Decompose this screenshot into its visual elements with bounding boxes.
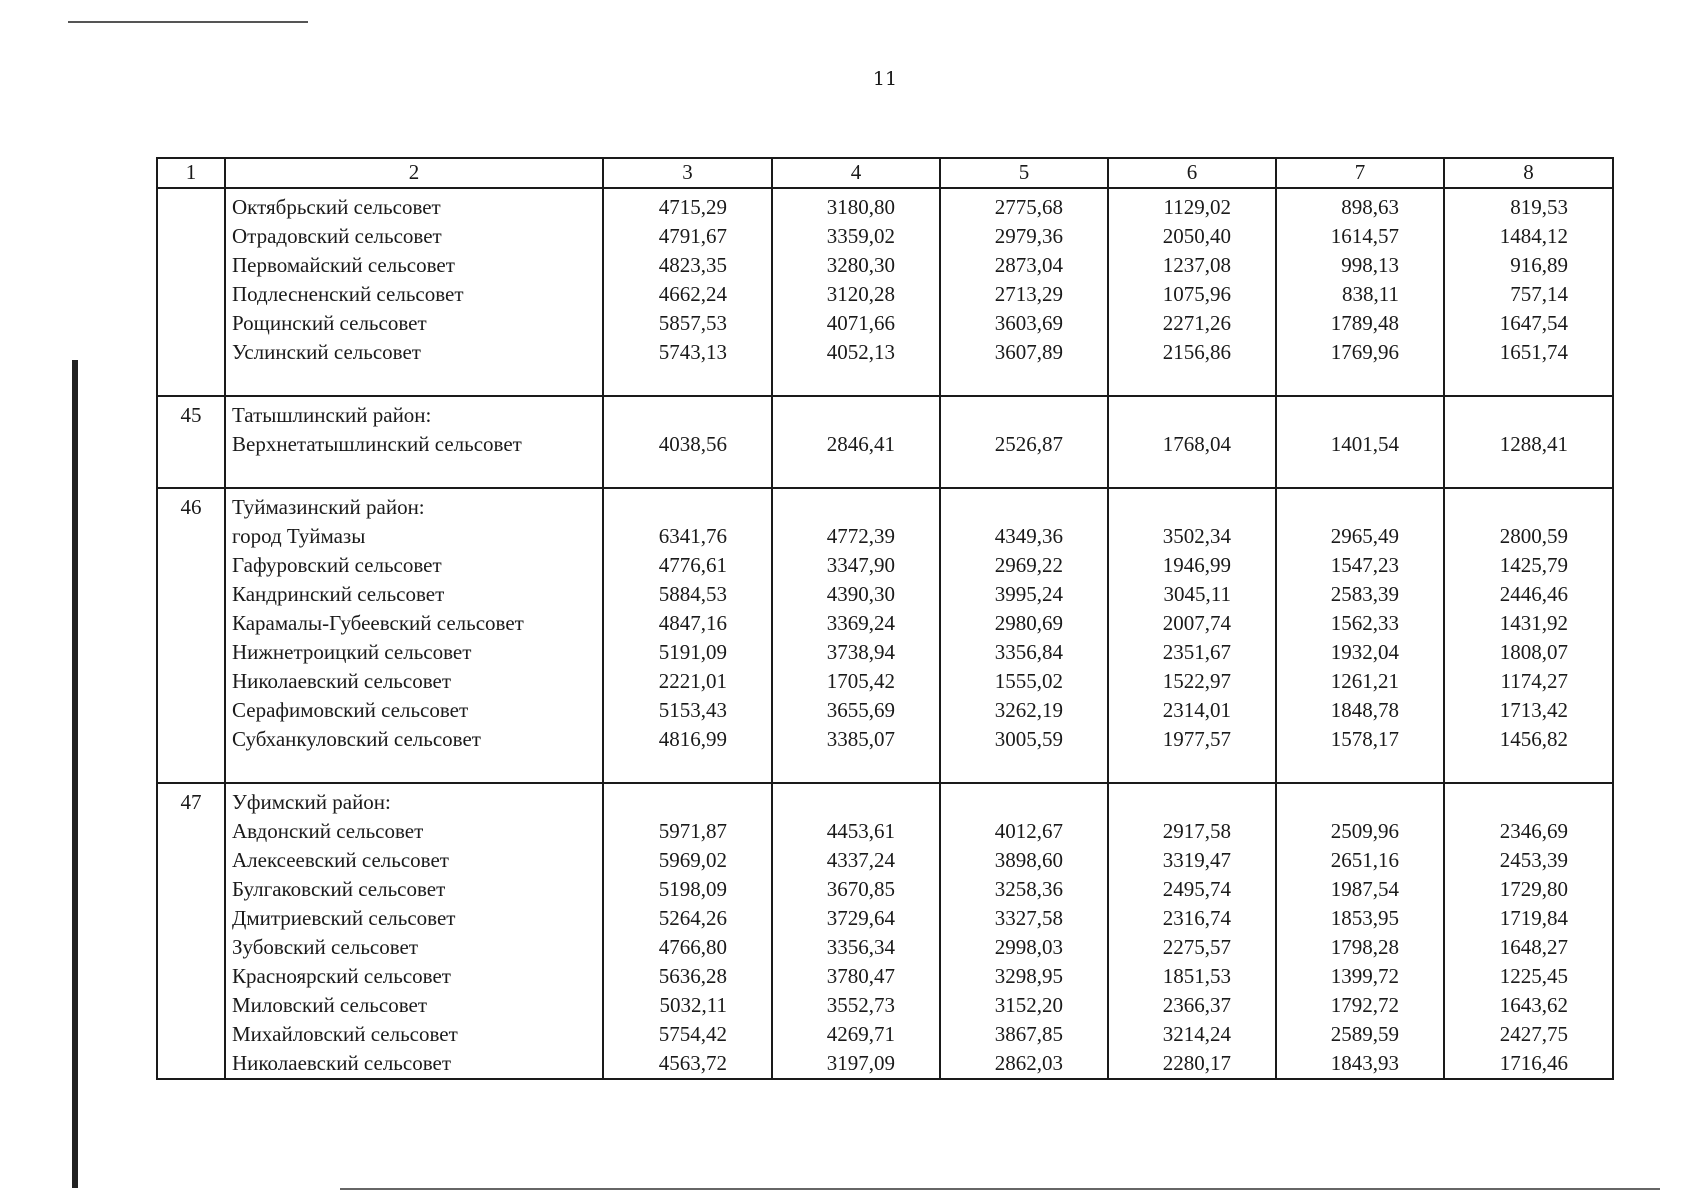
- cell-value: 3214,24: [1162, 1022, 1231, 1046]
- table-section: [157, 396, 1613, 488]
- cell-value: 1425,79: [1499, 553, 1568, 577]
- cell-value: [773, 401, 895, 430]
- values-cell: [1444, 783, 1613, 1079]
- cell-value: 5857,53: [658, 311, 727, 335]
- cell-value: 5969,02: [658, 848, 727, 872]
- cell-value: [941, 493, 1063, 522]
- cell-value: 1932,04: [1330, 640, 1399, 664]
- cell-value: 3262,19: [994, 698, 1063, 722]
- cell-value: 5971,87: [658, 819, 727, 843]
- row-name: Татышлинский район:: [232, 403, 432, 427]
- cell-value: 3347,90: [826, 553, 895, 577]
- cell-value: 5743,13: [658, 340, 727, 364]
- values-cell: [1108, 488, 1276, 783]
- cell-value: 4349,36: [994, 524, 1063, 548]
- cell-value: 1129,02: [1163, 195, 1231, 219]
- cell-value: 2980,69: [994, 611, 1063, 635]
- row-name: город Туймазы: [232, 524, 366, 548]
- scan-artifact-bar: [72, 360, 78, 1188]
- names-cell: [225, 188, 603, 396]
- cell-value: 2351,67: [1162, 640, 1231, 664]
- cell-value: 3552,73: [826, 993, 895, 1017]
- section-number: 45: [157, 396, 225, 488]
- cell-value: 4269,71: [826, 1022, 895, 1046]
- cell-value: [941, 401, 1063, 430]
- cell-value: 5264,26: [658, 906, 727, 930]
- values-cell: [1444, 488, 1613, 783]
- cell-value: 1547,23: [1330, 553, 1399, 577]
- cell-value: 3603,69: [994, 311, 1063, 335]
- cell-value: [604, 788, 727, 817]
- cell-value: 2316,74: [1162, 906, 1231, 930]
- cell-value: [1277, 493, 1399, 522]
- scan-artifact-line: [68, 21, 308, 23]
- cell-value: 3738,94: [826, 640, 895, 664]
- cell-value: 1789,48: [1330, 311, 1399, 335]
- cell-value: 1946,99: [1162, 553, 1231, 577]
- cell-value: [1277, 788, 1399, 817]
- cell-value: 1174,27: [1500, 669, 1568, 693]
- cell-value: 1843,93: [1330, 1051, 1399, 1075]
- cell-value: 3369,24: [826, 611, 895, 635]
- cell-value: 1562,33: [1330, 611, 1399, 635]
- cell-value: 1225,45: [1499, 964, 1568, 988]
- column-header: 6: [1108, 158, 1276, 188]
- cell-value: 5754,42: [658, 1022, 727, 1046]
- cell-value: 3356,84: [994, 640, 1063, 664]
- cell-value: 2800,59: [1499, 524, 1568, 548]
- row-name: Октябрьский сельсовет: [232, 195, 441, 219]
- row-name: Уфимский район:: [232, 790, 391, 814]
- cell-value: 1288,41: [1499, 432, 1568, 456]
- cell-value: 916,89: [1510, 253, 1568, 277]
- page-number: 11: [872, 68, 898, 90]
- cell-value: 3356,34: [826, 935, 895, 959]
- cell-value: 1237,08: [1162, 253, 1231, 277]
- cell-value: [941, 788, 1063, 817]
- table-section: [157, 783, 1613, 1079]
- row-name: Николаевский сельсовет: [232, 669, 451, 693]
- row-name: Авдонский сельсовет: [232, 819, 424, 843]
- values-cell: [940, 488, 1108, 783]
- values-cell: [603, 188, 772, 396]
- cell-value: 998,13: [1341, 253, 1399, 277]
- cell-value: 3655,69: [826, 698, 895, 722]
- table-section: [157, 488, 1613, 783]
- cell-value: 1798,28: [1330, 935, 1399, 959]
- row-name: Булгаковский сельсовет: [232, 877, 446, 901]
- cell-value: 2846,41: [826, 432, 895, 456]
- cell-value: [1109, 401, 1231, 430]
- cell-value: 3327,58: [994, 906, 1063, 930]
- cell-value: 3780,47: [826, 964, 895, 988]
- cell-value: 2583,39: [1330, 582, 1399, 606]
- cell-value: 1853,95: [1330, 906, 1399, 930]
- row-name: Нижнетроицкий сельсовет: [232, 640, 472, 664]
- cell-value: 1716,46: [1499, 1051, 1568, 1075]
- cell-value: 2998,03: [994, 935, 1063, 959]
- values-cell: [940, 783, 1108, 1079]
- cell-value: 2526,87: [994, 432, 1063, 456]
- cell-value: 3359,02: [826, 224, 895, 248]
- cell-value: 1647,54: [1499, 311, 1568, 335]
- cell-value: 1614,57: [1330, 224, 1399, 248]
- cell-value: 3319,47: [1162, 848, 1231, 872]
- values-cell: [603, 488, 772, 783]
- row-name: Дмитриевский сельсовет: [232, 906, 456, 930]
- cell-value: 3120,28: [826, 282, 895, 306]
- cell-value: 3385,07: [826, 727, 895, 751]
- cell-value: 4453,61: [826, 819, 895, 843]
- cell-value: 4823,35: [658, 253, 727, 277]
- row-name: Карамалы-Губеевский сельсовет: [232, 611, 524, 635]
- cell-value: 4012,67: [994, 819, 1063, 843]
- data-table: [156, 157, 1614, 1080]
- values-cell: [940, 396, 1108, 488]
- cell-value: 1769,96: [1330, 340, 1399, 364]
- cell-value: 1851,53: [1162, 964, 1231, 988]
- cell-value: 3280,30: [826, 253, 895, 277]
- cell-value: 4662,24: [658, 282, 727, 306]
- names-cell: [225, 396, 603, 488]
- cell-value: 1484,12: [1499, 224, 1568, 248]
- cell-value: 838,11: [1342, 282, 1399, 306]
- cell-value: [1109, 788, 1231, 817]
- cell-value: 4772,39: [826, 524, 895, 548]
- values-cell: [1444, 396, 1613, 488]
- cell-value: 4791,67: [658, 224, 727, 248]
- values-cell: [772, 396, 940, 488]
- row-name: Первомайский сельсовет: [232, 253, 455, 277]
- cell-value: 2271,26: [1162, 311, 1231, 335]
- cell-value: 3729,64: [826, 906, 895, 930]
- cell-value: [1445, 493, 1568, 522]
- cell-value: 4715,29: [658, 195, 727, 219]
- cell-value: [604, 493, 727, 522]
- cell-value: 3180,80: [826, 195, 895, 219]
- values-cell: [1276, 783, 1444, 1079]
- cell-value: 5153,43: [658, 698, 727, 722]
- row-name: Рощинский сельсовет: [232, 311, 427, 335]
- cell-value: 1643,62: [1499, 993, 1568, 1017]
- values-cell: [1276, 488, 1444, 783]
- cell-value: 2346,69: [1499, 819, 1568, 843]
- cell-value: 1729,80: [1499, 877, 1568, 901]
- cell-value: 5636,28: [658, 964, 727, 988]
- column-header: 7: [1276, 158, 1444, 188]
- values-cell: [603, 396, 772, 488]
- names-cell: [225, 783, 603, 1079]
- cell-value: 3298,95: [994, 964, 1063, 988]
- cell-value: [1277, 401, 1399, 430]
- cell-value: 2007,74: [1162, 611, 1231, 635]
- cell-value: 2156,86: [1162, 340, 1231, 364]
- names-cell: [225, 488, 603, 783]
- table-body: [157, 158, 1613, 1079]
- row-name: Миловский сельсовет: [232, 993, 427, 1017]
- cell-value: 1987,54: [1330, 877, 1399, 901]
- cell-value: 1399,72: [1330, 964, 1399, 988]
- cell-value: 1808,07: [1499, 640, 1568, 664]
- cell-value: [1445, 401, 1568, 430]
- cell-value: 2713,29: [994, 282, 1063, 306]
- cell-value: 2589,59: [1330, 1022, 1399, 1046]
- cell-value: 2917,58: [1162, 819, 1231, 843]
- column-header: 8: [1444, 158, 1613, 188]
- cell-value: 4847,16: [658, 611, 727, 635]
- cell-value: 6341,76: [658, 524, 727, 548]
- cell-value: 2366,37: [1162, 993, 1231, 1017]
- cell-value: [773, 788, 895, 817]
- row-name: Красноярский сельсовет: [232, 964, 451, 988]
- cell-value: 1431,92: [1499, 611, 1568, 635]
- row-name: Отрадовский сельсовет: [232, 224, 442, 248]
- cell-value: [773, 493, 895, 522]
- cell-value: 2275,57: [1162, 935, 1231, 959]
- row-name: Верхнетатышлинский сельсовет: [232, 432, 522, 456]
- cell-value: 3045,11: [1163, 582, 1231, 606]
- cell-value: 2509,96: [1330, 819, 1399, 843]
- cell-value: 3502,34: [1162, 524, 1231, 548]
- cell-value: 2050,40: [1162, 224, 1231, 248]
- cell-value: 3670,85: [826, 877, 895, 901]
- cell-value: 3005,59: [994, 727, 1063, 751]
- section-number: 47: [157, 783, 225, 1079]
- cell-value: 1578,17: [1330, 727, 1399, 751]
- cell-value: 2979,36: [994, 224, 1063, 248]
- cell-value: 3197,09: [826, 1051, 895, 1075]
- cell-value: 1848,78: [1330, 698, 1399, 722]
- cell-value: 2495,74: [1162, 877, 1231, 901]
- cell-value: 2453,39: [1499, 848, 1568, 872]
- cell-value: 1555,02: [994, 669, 1063, 693]
- cell-value: 2427,75: [1499, 1022, 1568, 1046]
- cell-value: 1075,96: [1162, 282, 1231, 306]
- cell-value: 1261,21: [1330, 669, 1399, 693]
- cell-value: 2651,16: [1330, 848, 1399, 872]
- row-name: Туймазинский район:: [232, 495, 425, 519]
- column-header: 1: [157, 158, 225, 188]
- row-name: Субханкуловский сельсовет: [232, 727, 481, 751]
- values-cell: [772, 188, 940, 396]
- cell-value: 4052,13: [826, 340, 895, 364]
- cell-value: 5191,09: [658, 640, 727, 664]
- row-name: Серафимовский сельсовет: [232, 698, 469, 722]
- cell-value: [1109, 493, 1231, 522]
- cell-value: 2862,03: [994, 1051, 1063, 1075]
- values-cell: [1276, 396, 1444, 488]
- cell-value: 4766,80: [658, 935, 727, 959]
- values-cell: [772, 488, 940, 783]
- cell-value: 1651,74: [1499, 340, 1568, 364]
- column-header: 3: [603, 158, 772, 188]
- cell-value: 1456,82: [1499, 727, 1568, 751]
- cell-value: 1713,42: [1499, 698, 1568, 722]
- values-cell: [940, 188, 1108, 396]
- cell-value: 3607,89: [994, 340, 1063, 364]
- column-header: 5: [940, 158, 1108, 188]
- cell-value: 898,63: [1341, 195, 1399, 219]
- table-section: [157, 188, 1613, 396]
- values-cell: [1444, 188, 1613, 396]
- cell-value: 4337,24: [826, 848, 895, 872]
- cell-value: 5884,53: [658, 582, 727, 606]
- values-cell: [1108, 188, 1276, 396]
- cell-value: 2314,01: [1162, 698, 1231, 722]
- row-name: Алексеевский сельсовет: [232, 848, 449, 872]
- cell-value: 4038,56: [658, 432, 727, 456]
- cell-value: 2221,01: [658, 669, 727, 693]
- cell-value: 1719,84: [1499, 906, 1568, 930]
- row-name: Михайловский сельсовет: [232, 1022, 458, 1046]
- cell-value: 1977,57: [1162, 727, 1231, 751]
- cell-value: 5032,11: [659, 993, 727, 1017]
- cell-value: 3898,60: [994, 848, 1063, 872]
- row-name: Зубовский сельсовет: [232, 935, 419, 959]
- cell-value: 1792,72: [1330, 993, 1399, 1017]
- section-number: [157, 188, 225, 396]
- cell-value: 3867,85: [994, 1022, 1063, 1046]
- row-name: Гафуровский сельсовет: [232, 553, 442, 577]
- cell-value: 4776,61: [658, 553, 727, 577]
- section-number: 46: [157, 488, 225, 783]
- cell-value: 3258,36: [994, 877, 1063, 901]
- column-header: 4: [772, 158, 940, 188]
- row-name: Николаевский сельсовет: [232, 1051, 451, 1075]
- cell-value: 1648,27: [1499, 935, 1568, 959]
- cell-value: 2969,22: [994, 553, 1063, 577]
- cell-value: [604, 401, 727, 430]
- column-header: 2: [225, 158, 603, 188]
- cell-value: 757,14: [1510, 282, 1568, 306]
- cell-value: [1445, 788, 1568, 817]
- cell-value: 4390,30: [826, 582, 895, 606]
- table-header-row: [157, 158, 1613, 188]
- row-name: Кандринский сельсовет: [232, 582, 445, 606]
- scan-artifact-line: [340, 1188, 1660, 1190]
- values-cell: [772, 783, 940, 1079]
- cell-value: 2446,46: [1499, 582, 1568, 606]
- cell-value: 2280,17: [1162, 1051, 1231, 1075]
- row-name: Услинский сельсовет: [232, 340, 421, 364]
- cell-value: 3152,20: [994, 993, 1063, 1017]
- values-cell: [1276, 188, 1444, 396]
- values-cell: [603, 783, 772, 1079]
- cell-value: 1522,97: [1162, 669, 1231, 693]
- cell-value: 3995,24: [994, 582, 1063, 606]
- cell-value: 2965,49: [1330, 524, 1399, 548]
- cell-value: 1401,54: [1330, 432, 1399, 456]
- cell-value: 4563,72: [658, 1051, 727, 1075]
- cell-value: 2775,68: [994, 195, 1063, 219]
- cell-value: 2873,04: [994, 253, 1063, 277]
- cell-value: 1705,42: [826, 669, 895, 693]
- cell-value: 819,53: [1510, 195, 1568, 219]
- values-cell: [1108, 396, 1276, 488]
- cell-value: 1768,04: [1162, 432, 1231, 456]
- row-name: Подлесненский сельсовет: [232, 282, 464, 306]
- values-cell: [1108, 783, 1276, 1079]
- cell-value: 4071,66: [826, 311, 895, 335]
- cell-value: 5198,09: [658, 877, 727, 901]
- cell-value: 4816,99: [658, 727, 727, 751]
